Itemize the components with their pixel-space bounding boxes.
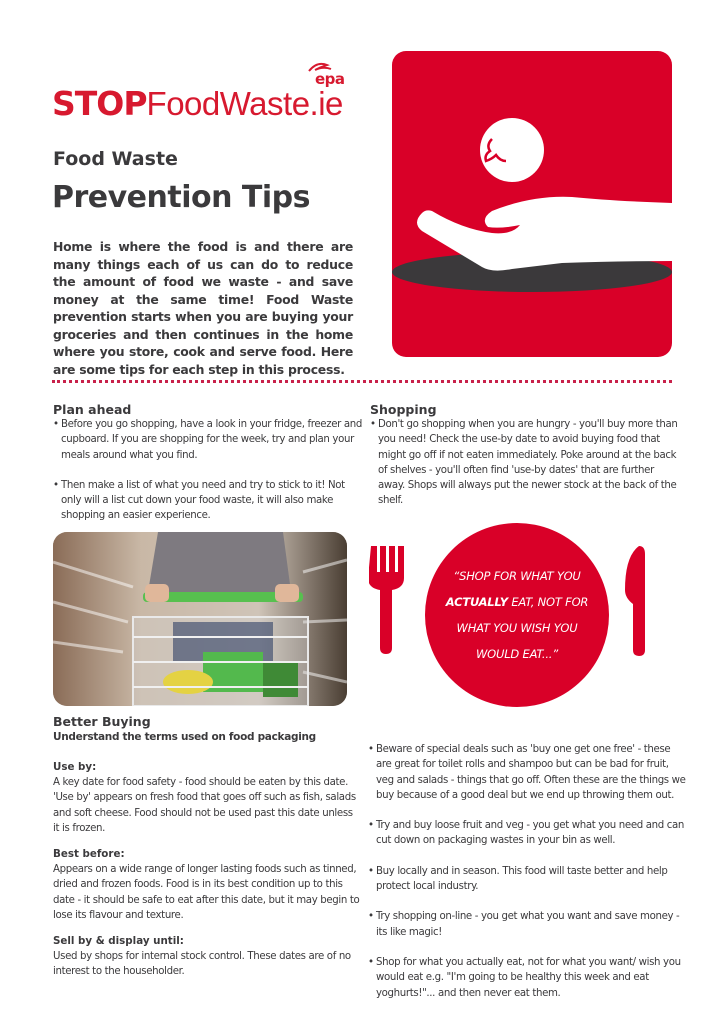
use-by-heading: Use by: (53, 761, 97, 773)
knife-icon (623, 546, 651, 656)
hand-dropping-tomato-icon (392, 51, 672, 357)
fork-icon (369, 546, 409, 656)
buying-tip: • Beware of special deals such as 'buy one get one free' - these are great for toilet rolls and shampoo but can be bad for fruit, veg and salads - things that go off. Often these are the things we buy because of a good deal but we end up throwing them out. (368, 742, 688, 803)
sell-by-text: Used by shops for internal stock control. These dates are of no interest to the householder. (53, 951, 351, 978)
best-before-text: Appears on a wide range of longer lasting foods such as tinned, dried and frozen foods. Food is in its best condition up to this date - it should be safe to eat after this date, but it may begin to lose its flavour and texture. (53, 864, 360, 921)
quote-plate-graphic (365, 520, 685, 720)
logo-foodwaste: FoodWaste.ie (146, 85, 343, 122)
plan-ahead-heading: Plan ahead (53, 402, 132, 417)
epa-logo (305, 60, 353, 90)
epa-label: epa (315, 70, 345, 88)
buying-tip: • Try and buy loose fruit and veg - you get what you need and can cut down on packaging wastes in your bin as well. (368, 818, 688, 849)
logo-stop: STOP (52, 84, 147, 123)
page-title-line1: Food Waste (53, 148, 178, 170)
better-buying-subheading: Understand the terms used on food packaging (53, 731, 316, 743)
buying-tip: • Shop for what you actually eat, not for what you want/ wish you would eat e.g. "I'm going to be healthy this week and eat yoghurts!"... and then never eat them. (368, 955, 688, 1001)
shopping-list (370, 417, 680, 524)
dotted-divider (52, 380, 672, 383)
quote-line: WOULD EAT...” (475, 647, 559, 661)
buying-tip: • Try shopping on-line - you get what you want and save money - its like magic! (368, 909, 688, 940)
quote-line: “SHOP FOR WHAT YOU (453, 569, 581, 583)
shopping-trolley-image (53, 532, 347, 706)
quote-emphasis: ACTUALLY (445, 595, 508, 609)
quote-line: WHAT YOU WISH YOU (456, 621, 578, 635)
plan-ahead-item: • Before you go shopping, have a look in your fridge, freezer and cupboard. If you are shopping for the week, try and plan your meals around what you find. (53, 417, 363, 463)
intro-paragraph: Home is where the food is and there are many things each of us can do to reduce the amount of food we waste - and save money at the same time! Food Waste prevention starts when you are buying your groceries and then continues in the home where you store, cook and serve food. Here are some tips for each step in this process. (53, 239, 353, 377)
shopping-heading: Shopping (370, 402, 437, 417)
use-by-text: A key date for food safety - food should be eaten by this date. 'Use by' appears on fresh food that goes off such as fish, salads and soft cheese. Food should not be used past this date unless it is frozen. (53, 777, 356, 834)
better-buying-heading: Better Buying (53, 714, 151, 729)
buying-tip: • Buy locally and in season. This food will taste better and help protect local industry. (368, 864, 688, 895)
shopping-trolley-photo (53, 532, 347, 706)
quote-plate (425, 523, 609, 707)
best-before-heading: Best before: (53, 848, 125, 860)
plan-ahead-list (53, 417, 363, 539)
shopping-item: • Don't go shopping when you are hungry - you'll buy more than you need! Check the use-by date to avoid buying food that might go off if not eaten immediately. Poke around at the back of shelves - you'll often find 'use-by dates' that are further away. Shops will always put the newer stock at the back of the shelf. (370, 417, 680, 509)
page-title-line2: Prevention Tips (52, 180, 311, 215)
plan-ahead-item: • Then make a list of what you need and try to stick to it! Not only will a list cut down your food waste, it will also make shopping an easier experience. (53, 478, 363, 524)
quote-line (446, 589, 588, 615)
quote-line-rest: EAT, NOT FOR (507, 595, 589, 609)
sell-by-heading: Sell by & display until: (53, 935, 184, 947)
hero-illustration (392, 51, 672, 357)
stopfoodwaste-logo (52, 84, 343, 123)
buying-tips-list (368, 742, 688, 1016)
